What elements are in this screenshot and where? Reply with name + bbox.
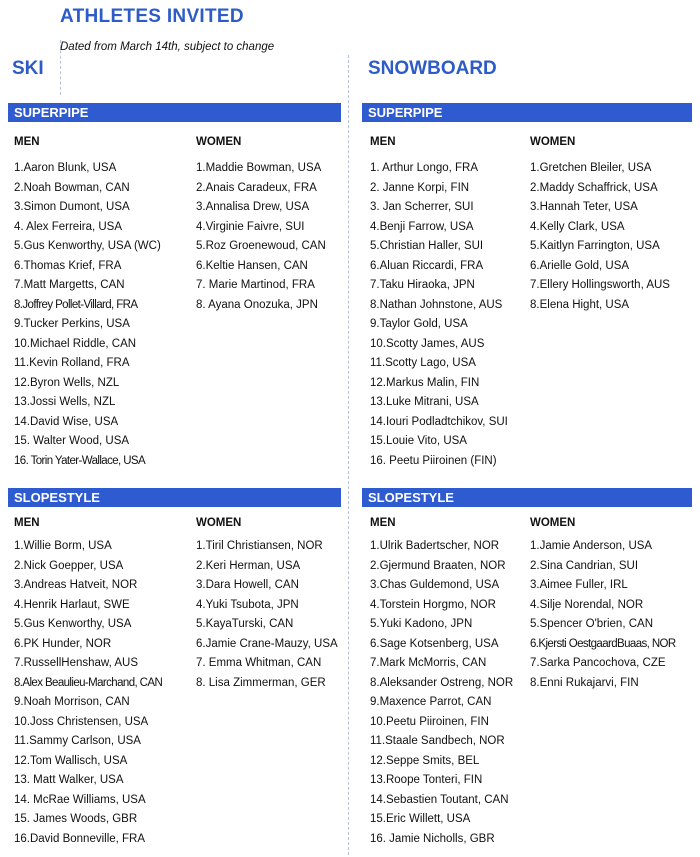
athlete-item: 4.Henrik Harlaut, SWE	[14, 598, 130, 611]
athlete-item: 2.Noah Bowman, CAN	[14, 181, 130, 194]
athlete-item: 1.Jamie Anderson, USA	[530, 540, 653, 552]
athlete-item: 3.Aimee Fuller, IRL	[530, 579, 628, 591]
page-title: ATHLETES INVITED	[60, 6, 244, 27]
athlete-item: 4. Alex Ferreira, USA	[14, 220, 123, 233]
athlete-item: 7.Taku Hiraoka, JPN	[370, 279, 475, 291]
athlete-item: 16. Torin Yater-Wallace, USA	[14, 454, 146, 467]
athlete-item: 10.Peetu Piiroinen, FIN	[370, 715, 489, 728]
athlete-item: 8.Nathan Johnstone, AUS	[370, 298, 503, 311]
athlete-item: 10.Scotty James, AUS	[370, 337, 485, 350]
ski-superpipe-bar: SUPERPIPE	[8, 103, 341, 122]
athlete-item: 6.Aluan Riccardi, FRA	[370, 259, 484, 272]
athlete-item: 9.Noah Morrison, CAN	[14, 696, 130, 708]
athlete-item: 8.Aleksander Ostreng, NOR	[370, 676, 514, 689]
athlete-item: 15. James Woods, GBR	[14, 813, 138, 825]
section-title-snowboard: SNOWBOARD	[368, 58, 497, 79]
page-subtitle: Dated from March 14th, subject to change	[60, 41, 275, 53]
athlete-item: 6.Jamie Crane-Mauzy, USA	[196, 637, 338, 650]
athlete-item: 4.Torstein Horgmo, NOR	[370, 598, 496, 611]
athlete-item: 2.Keri Herman, USA	[196, 559, 301, 572]
athlete-item: 3.Annalisa Drew, USA	[196, 201, 310, 213]
athlete-item: 6.Sage Kotsenberg, USA	[370, 637, 499, 650]
athlete-item: 2.Anais Caradeux, FRA	[196, 181, 317, 194]
athlete-item: 4.Benji Farrow, USA	[370, 220, 474, 233]
snowboard-slopestyle-women-heading: WOMEN	[530, 517, 576, 529]
athlete-item: 2. Janne Korpi, FIN	[370, 181, 470, 194]
athlete-item: 14.David Wise, USA	[14, 415, 119, 428]
snowboard-slopestyle-women-list	[530, 537, 676, 693]
athlete-item: 7.Mark McMorris, CAN	[370, 657, 487, 669]
athlete-item: 13.Luke Mitrani, USA	[370, 396, 479, 408]
athlete-item: 5.Gus Kenworthy, USA	[14, 618, 132, 630]
athlete-item: 8. Ayana Onozuka, JPN	[196, 298, 318, 311]
athlete-item: 5.Roz Groenewoud, CAN	[196, 240, 326, 252]
athlete-item: 3.Dara Howell, CAN	[196, 579, 299, 591]
athlete-item: 12.Tom Wallisch, USA	[14, 754, 128, 767]
athlete-item: 1. Arthur Longo, FRA	[370, 162, 479, 174]
athlete-item: 16. Jamie Nicholls, GBR	[370, 832, 495, 845]
athlete-item: 5.Gus Kenworthy, USA (WC)	[14, 240, 161, 252]
snowboard-superpipe-women-list	[530, 159, 670, 315]
snowboard-slopestyle-bar: SLOPESTYLE	[362, 488, 692, 507]
athlete-item: 8.Alex Beaulieu-Marchand, CAN	[14, 676, 163, 689]
athlete-item: 11.Sammy Carlson, USA	[14, 735, 141, 747]
athlete-item: 4.Silje Norendal, NOR	[530, 598, 644, 611]
athlete-item: 11.Staale Sandbech, NOR	[370, 735, 505, 747]
athlete-item: 13.Jossi Wells, NZL	[14, 396, 116, 408]
athlete-item: 7. Marie Martinod, FRA	[196, 279, 315, 291]
athlete-item: 6.Arielle Gold, USA	[530, 259, 630, 272]
athlete-item: 16.David Bonneville, FRA	[14, 832, 146, 845]
athlete-item: 7.Ellery Hollingsworth, AUS	[530, 279, 670, 291]
athlete-item: 11.Kevin Rolland, FRA	[14, 357, 130, 369]
athlete-item: 1.Willie Borm, USA	[14, 540, 112, 552]
athlete-item: 12.Byron Wells, NZL	[14, 376, 120, 389]
athlete-item: 4.Kelly Clark, USA	[530, 220, 625, 233]
athlete-item: 13.Roope Tonteri, FIN	[370, 774, 483, 786]
athlete-item: 2.Nick Goepper, USA	[14, 559, 124, 572]
snowboard-slopestyle-men-list	[370, 537, 513, 849]
snowboard-slopestyle-men-heading: MEN	[370, 517, 396, 529]
snowboard-superpipe-men-list	[370, 159, 508, 471]
ski-superpipe-men-list	[14, 159, 161, 471]
athlete-item: 1.Maddie Bowman, USA	[196, 162, 322, 174]
athlete-item: 9.Tucker Perkins, USA	[14, 318, 130, 330]
athlete-item: 8.Joffrey Pollet-Villard, FRA	[14, 298, 138, 311]
athlete-item: 6.Thomas Krief, FRA	[14, 259, 122, 272]
athlete-item: 8.Enni Rukajarvi, FIN	[530, 676, 639, 689]
athlete-item: 2.Sina Candrian, SUI	[530, 559, 639, 572]
athlete-item: 6.Keltie Hansen, CAN	[196, 259, 308, 272]
athlete-item: 7.Matt Margetts, CAN	[14, 279, 125, 291]
athlete-item: 7.RussellHenshaw, AUS	[14, 657, 139, 669]
athlete-item: 7.Sarka Pancochova, CZE	[530, 657, 666, 669]
section-title-ski: SKI	[12, 58, 44, 79]
athlete-item: 16. Peetu Piiroinen (FIN)	[370, 454, 497, 467]
athlete-item: 8. Lisa Zimmerman, GER	[196, 676, 326, 689]
athlete-item: 5.KayaTurski, CAN	[196, 618, 294, 630]
athlete-item: 14. McRae Williams, USA	[14, 793, 146, 806]
athlete-item: 3.Chas Guldemond, USA	[370, 579, 500, 591]
ski-superpipe-women-list	[196, 159, 326, 315]
athlete-item: 12.Markus Malin, FIN	[370, 376, 480, 389]
athlete-item: 2.Maddy Schaffrick, USA	[530, 181, 658, 194]
athlete-item: 7. Emma Whitman, CAN	[196, 657, 322, 669]
athlete-item: 15.Eric Willett, USA	[370, 813, 471, 825]
athlete-item: 15.Louie Vito, USA	[370, 435, 467, 447]
athlete-item: 5.Christian Haller, SUI	[370, 240, 484, 252]
athlete-item: 6.Kjersti OestgaardBuaas, NOR	[530, 637, 676, 650]
athlete-item: 1.Ulrik Badertscher, NOR	[370, 540, 500, 552]
athlete-item: 1.Gretchen Bleiler, USA	[530, 162, 652, 174]
athlete-item: 9.Maxence Parrot, CAN	[370, 696, 492, 708]
athlete-item: 5.Yuki Kadono, JPN	[370, 618, 473, 630]
athlete-item: 10.Michael Riddle, CAN	[14, 337, 137, 350]
athlete-item: 4.Virginie Faivre, SUI	[196, 220, 305, 233]
snowboard-superpipe-bar: SUPERPIPE	[362, 103, 692, 122]
athlete-item: 9.Taylor Gold, USA	[370, 318, 468, 330]
athlete-item: 3.Hannah Teter, USA	[530, 201, 638, 213]
divider-center	[348, 55, 349, 855]
athlete-item: 13. Matt Walker, USA	[14, 774, 124, 786]
ski-slopestyle-men-list	[14, 537, 162, 849]
athlete-item: 14.Iouri Podladtchikov, SUI	[370, 415, 508, 428]
athlete-item: 3. Jan Scherrer, SUI	[370, 201, 474, 213]
ski-slopestyle-women-list	[196, 537, 338, 693]
ski-slopestyle-bar: SLOPESTYLE	[8, 488, 341, 507]
athlete-item: 1.Tiril Christiansen, NOR	[196, 540, 323, 552]
snowboard-superpipe-women-heading: WOMEN	[530, 136, 576, 148]
ski-slopestyle-women-heading: WOMEN	[196, 517, 242, 529]
athlete-item: 1.Aaron Blunk, USA	[14, 162, 117, 174]
athlete-item: 5.Spencer O'brien, CAN	[530, 618, 654, 630]
athlete-item: 12.Seppe Smits, BEL	[370, 754, 480, 767]
athlete-item: 15. Walter Wood, USA	[14, 435, 130, 447]
athlete-item: 3.Andreas Hatveit, NOR	[14, 579, 138, 591]
ski-superpipe-women-heading: WOMEN	[196, 136, 242, 148]
athlete-item: 11.Scotty Lago, USA	[370, 357, 476, 369]
athlete-item: 5.Kaitlyn Farrington, USA	[530, 240, 660, 252]
athlete-item: 2.Gjermund Braaten, NOR	[370, 559, 506, 572]
athlete-item: 4.Yuki Tsubota, JPN	[196, 598, 299, 611]
athlete-item: 8.Elena Hight, USA	[530, 298, 630, 311]
athlete-item: 14.Sebastien Toutant, CAN	[370, 793, 509, 806]
athlete-item: 10.Joss Christensen, USA	[14, 715, 149, 728]
snowboard-superpipe-men-heading: MEN	[370, 136, 396, 148]
athlete-item: 6.PK Hunder, NOR	[14, 637, 112, 650]
athlete-item: 3.Simon Dumont, USA	[14, 201, 130, 213]
ski-slopestyle-men-heading: MEN	[14, 517, 40, 529]
ski-superpipe-men-heading: MEN	[14, 136, 40, 148]
